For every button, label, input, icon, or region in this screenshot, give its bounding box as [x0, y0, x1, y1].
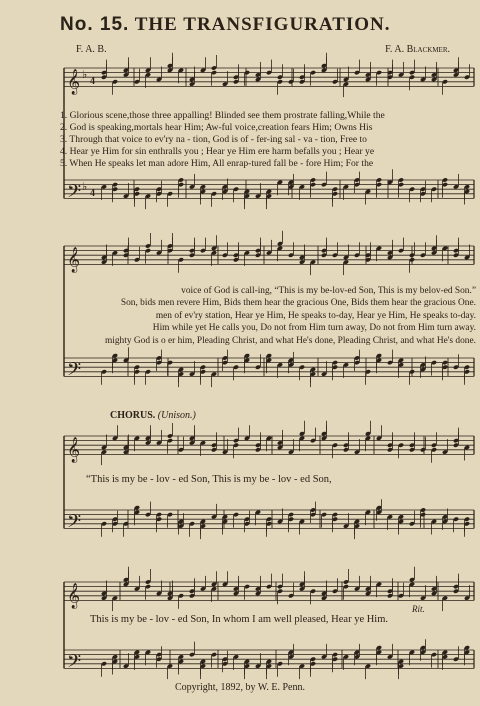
bass-clef-icon: 𝄢 [67, 511, 82, 537]
flat-sign-icon: ♭ [82, 69, 88, 81]
verse-line-5: 5. When He speaks let man adore Him, All enrap-tured fall be - fore Him; For the [60, 158, 374, 169]
verse-line-2: 2. God is speaking,mortals hear Him; Aw-ful voice,creation fears Him; Owns His [60, 122, 373, 133]
hymn-name: THE TRANSFIGURATION. [134, 14, 391, 35]
lyricist-credit: F. A. B. [76, 44, 107, 55]
verse-block-2 [64, 285, 476, 347]
treble-clef-icon: 𝄞 [67, 437, 81, 463]
verse-line-1: 1. Glorious scene,those three appalling! Blinded see them prostrate falling,While the [60, 110, 385, 121]
verse-cont-line-1: voice of God is call-ing, “This is my be-lov-ed Son, This is my belov-ed Son.” [181, 286, 476, 296]
bass-clef-icon: 𝄢 [67, 181, 82, 207]
chorus-title: CHORUS. [110, 410, 156, 421]
verse-cont-line-5: mighty God is o er him, Pleading Christ, and what He's done, Pleading Christ, and what He's done. [104, 335, 476, 346]
hymn-number: No. 15. [60, 14, 130, 35]
verse-line-4: 4. Hear ye Him for sin enthralls you ; Hear ye Him ere harm befalls you ; Hear ye [60, 146, 375, 157]
chorus-lyric-line-1: “This is my be - lov - ed Son, This is my be - lov - ed Son, [86, 474, 332, 485]
chorus-note: (Unison.) [157, 410, 196, 421]
treble-clef-icon: 𝄞 [67, 247, 81, 273]
chorus-lyric-line-2: This is my be - lov - ed Son, In whom I am well pleased, Hear ye Him. [90, 614, 389, 625]
verse-cont-line-2: Son, bids men revere Him, Bids them hear the gracious One, Bids them hear the gracious One. [120, 298, 476, 309]
verse-line-3: 3. Through that voice to ev'ry na - tion, God is of - fer-ing sal - va - tion, Free to [60, 134, 367, 145]
verse-cont-line-4: Him while yet He calls you, Do not from Him turn away, Do not from Him turn away. [152, 323, 476, 334]
treble-clef-icon: 𝄞 [67, 69, 81, 95]
chorus-label [110, 410, 196, 421]
copyright-notice: Copyright, 1892, by W. E. Penn. [174, 682, 305, 693]
treble-clef-icon: 𝄞 [67, 583, 81, 609]
flat-sign-icon: ♭ [82, 181, 88, 193]
ritardando-mark: Rit. [412, 604, 425, 614]
verse-block-1 [60, 110, 480, 170]
time-signature: 4 [90, 76, 95, 87]
composer-credit: F. A. Blackmer. [385, 44, 450, 55]
time-signature: 4 [90, 188, 95, 199]
verse-cont-line-3: men of ev'ry station, Hear ye Him, He speaks to-day, Hear ye Him, He speaks to-day. [155, 310, 476, 321]
bass-clef-icon: 𝄢 [67, 359, 82, 385]
bass-clef-icon: 𝄢 [67, 651, 82, 677]
